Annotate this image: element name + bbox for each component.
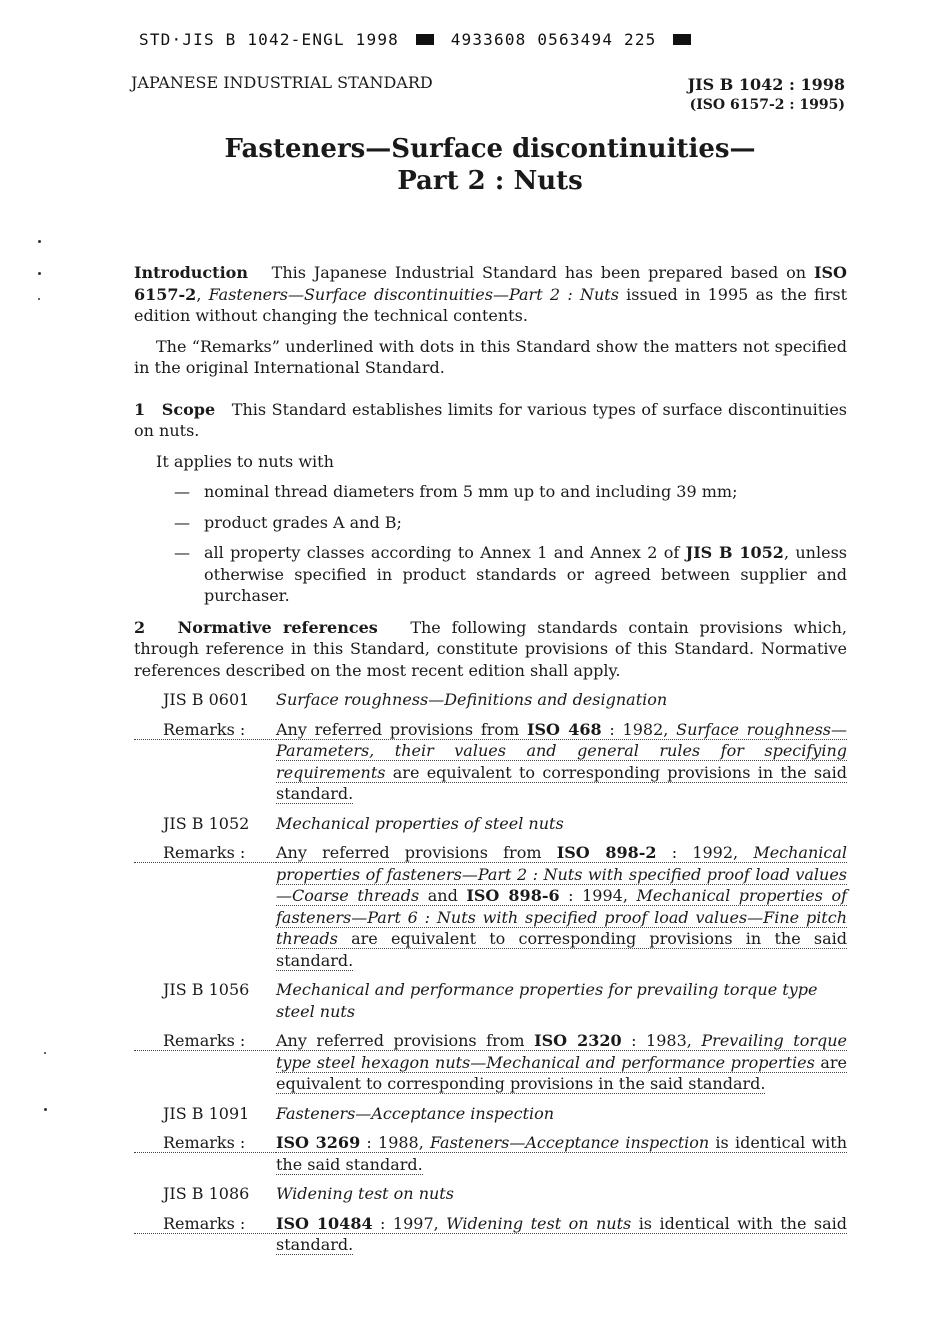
remarks-part: is identical with the said standard. [276,1133,848,1174]
intro-text-2: , [196,284,209,304]
reference-code: JIS B 1056 [163,980,250,999]
remarks-part: are equivalent to corresponding provisions in the said standard. [276,762,847,803]
scope-list-item [134,481,847,503]
remarks-label: Remarks : [134,842,276,863]
document-title [0,133,950,197]
remarks-part: Any referred provisions from [276,843,542,862]
remarks-text [276,1030,847,1095]
dash-marker: — [174,543,190,562]
iso-equivalent: (ISO 6157-2 : 1995) [689,97,845,113]
remarks-part: are equivalent to corresponding provisions in the said standard. [276,929,847,970]
remarks-iso-ref-2: ISO 898-6 [466,886,560,905]
intro-iso-title: Fasteners—Surface discontinuities—Part 2 : Nuts [208,284,619,304]
stamp-block-mark-end [673,34,691,45]
normrefs-text: The following standards contain provisions which, through reference in this Standard, constitute provisions of this Standard. Normative references described on the most recent edition shall apply. [134,617,847,680]
introduction-heading: Introduction [134,263,248,282]
remarks-text [276,719,847,805]
remarks-iso-title-2: Mechanical properties of fasteners—Part 6 : Nuts with specified proof load values—Fine pitch threads [276,886,847,948]
scope-item-2: product grades A and B; [204,512,402,532]
remarks-part: : 1997, [372,1213,447,1233]
remarks-iso-ref: ISO 468 [527,719,602,739]
remarks-iso-title: Mechanical properties of fasteners—Part 2 : Nuts with specified proof load values—Coarse threads [276,843,848,905]
scope-list-item [134,542,847,607]
remarks-part: : 1992, [656,843,754,862]
reference-title: Surface roughness—Definitions and designation [276,690,668,709]
standard-number-block [688,74,845,116]
scope-applies: It applies to nuts with [156,451,334,471]
remarks-part: Any referred provisions from [276,719,520,739]
reference-title: Mechanical properties of steel nuts [276,813,564,833]
normrefs-number: 2 [134,617,146,637]
remarks-text [276,842,847,971]
scope-list-item [134,512,847,534]
remarks-iso-ref: ISO 10484 [276,1213,373,1233]
reference-code: JIS B 1052 [163,813,250,833]
title-line-1: Fasteners—Surface discontinuities— [224,134,756,164]
intro-text-1: This Japanese Industrial Standard has been prepared based on [271,263,807,282]
remarks-text [276,1132,847,1175]
reference-title: Widening test on nuts [276,1184,454,1203]
remarks-iso-title: Prevailing torque type steel hexagon nuts—Mechanical and performance properties [276,1031,848,1072]
remarks-label: Remarks : [134,1030,276,1051]
remarks-iso-title: Surface roughness—Parameters, their values and general rules for specifying requirements [276,719,848,782]
reference-code: JIS B 0601 [163,690,250,709]
reference-entry [134,1183,847,1205]
reference-entry [134,813,847,835]
catalog-stamp [139,30,697,49]
remarks-text [276,1213,847,1256]
reference-entry [134,979,847,1022]
stamp-block-mark [416,34,434,45]
reference-title: Fasteners—Acceptance inspection [276,1103,555,1123]
document-body [134,262,847,1256]
remarks-iso-ref: ISO 898-2 [556,843,657,862]
remarks-iso-title: Widening test on nuts [446,1213,632,1233]
remarks-part: is identical with the said standard. [276,1213,848,1254]
scope-item-3a: all property classes according to Annex 1 and Annex 2 of [204,543,680,562]
scope-text: This Standard establishes limits for various types of surface discontinuities on nuts. [134,399,848,440]
intro-iso-ref: ISO 6157-2 [134,263,847,304]
remarks-part: : 1983, [621,1031,702,1050]
scope-heading: Scope [161,399,216,419]
scope-item-3-ref: JIS B 1052 [685,543,784,562]
reference-entry [134,689,847,711]
remarks-iso-ref: ISO 3269 [276,1133,361,1152]
remarks-entry [134,1132,847,1175]
remarks-part: : 1988, [360,1133,431,1152]
reference-code: JIS B 1091 [163,1103,250,1123]
remarks-note-paragraph: The “Remarks” underlined with dots in this Standard show the matters not specified in the original International Standard. [134,336,847,377]
remarks-label: Remarks : [134,719,276,740]
scope-item-3b: , unless otherwise specified in product standards or agreed between supplier and purchaser. [204,543,847,605]
title-line-2: Part 2 : Nuts [397,166,583,196]
remarks-label: Remarks : [134,1213,276,1234]
scope-list [134,481,847,607]
intro-text-3: issued in 1995 as the first edition without changing the technical contents. [134,284,848,325]
remarks-part: Any referred provisions from [276,1031,525,1050]
reference-title: Mechanical and performance properties for prevailing torque type steel nuts [276,980,818,1021]
remarks-part: : 1994, [559,886,637,905]
normative-references-paragraph [134,617,847,682]
remarks-entry [134,719,847,805]
scope-paragraph [134,399,847,442]
remarks-part: : 1982, [601,719,677,739]
remarks-part: and [419,886,467,905]
normrefs-heading: Normative references [177,617,378,637]
remarks-label: Remarks : [134,1132,276,1153]
scope-number: 1 [134,399,146,419]
dash-marker: — [174,482,190,501]
remarks-iso-title: Fasteners—Acceptance inspection [430,1133,710,1152]
stamp-codes: 4933608 0563494 225 [450,30,657,49]
stamp-prefix: STD·JIS B 1042-ENGL 1998 [139,30,399,49]
remarks-entry [134,842,847,971]
remarks-entry [134,1030,847,1095]
standard-body-label: JAPANESE INDUSTRIAL STANDARD [131,73,433,92]
reference-entry [134,1103,847,1125]
introduction-paragraph [134,262,847,327]
standard-number: JIS B 1042 : 1998 [687,75,845,94]
remarks-part: are equivalent to corresponding provisions in the said standard. [276,1052,847,1093]
dash-marker: — [174,512,190,532]
scope-item-1: nominal thread diameters from 5 mm up to and including 39 mm; [204,482,738,501]
remarks-entry [134,1213,847,1256]
reference-code: JIS B 1086 [163,1184,250,1203]
remarks-iso-ref: ISO 2320 [534,1031,622,1050]
